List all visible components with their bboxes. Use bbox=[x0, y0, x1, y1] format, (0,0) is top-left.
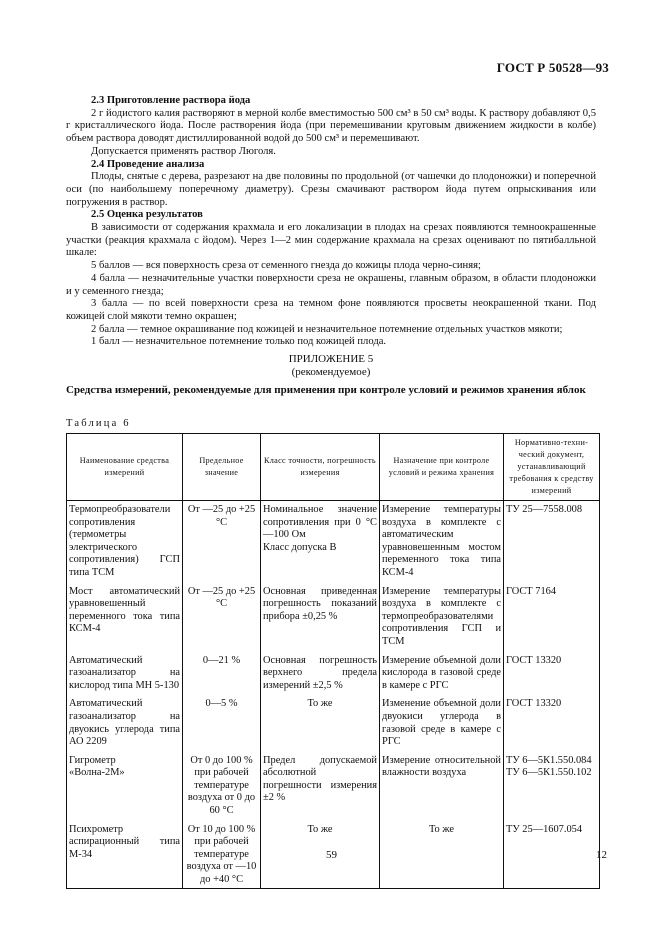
scale-item: 5 баллов — вся поверхность среза от семенного гнезда до кожицы плода черно-синяя; bbox=[91, 260, 481, 272]
paragraph: 2 г йодистого калия растворяют в мерной колбе вместимостью 500 см³ в 50 см³ воды. К раствору добавляют 0,5 г кристаллического йода. После растворения йода (при перемешивании круговым движением жидкости в колбе) объем раствора доводят дистиллированной водой до 500 см³ и перемешивают. bbox=[66, 107, 596, 145]
section-heading: 2.4 Проведение анализа bbox=[91, 158, 205, 170]
section-heading: 2.5 Оценка результатов bbox=[91, 209, 203, 221]
header-cell: Наименование средства измерений bbox=[67, 434, 183, 501]
paragraph: Плоды, снятые с дерева, разрезают на две половины по продольной (от чашечки до плодоножки) и поперечной оси (по наибольшему поперечному диаметру). Срезы смачивают раствором йода путем опрыскивания или погружения в раствор. bbox=[66, 171, 596, 208]
table-row bbox=[67, 655, 600, 699]
scale-item: 2 балла — темное окрашивание под кожицей и незначительное потемнение отдельных участков мякоти; bbox=[91, 323, 563, 335]
table-cell: ГОСТ 13320 bbox=[504, 655, 600, 699]
table-cell: ГОСТ 7164 bbox=[504, 586, 600, 655]
appendix-title-block bbox=[66, 353, 596, 379]
table-cell: Основная погрешность верхнего предела измерений ±2,5 % bbox=[261, 655, 380, 699]
appendix-subtitle: (рекомендуемое) bbox=[291, 366, 371, 378]
table-row bbox=[67, 501, 600, 586]
header-cell: Класс точности, погрешность измерения bbox=[261, 434, 380, 501]
table-cell: Мост автоматический уравновешенный переменного тока типа КСМ-4 bbox=[67, 586, 183, 655]
table-cell: Номинальное значение сопротивления при 0 °С—100 Ом Класс допуска В bbox=[261, 501, 380, 586]
scale-item: 4 балла — незначительные участки поверхности среза не окрашены, главным образом, в области плодоножки и у семенного гнезда; bbox=[66, 272, 596, 297]
table-cell: Автоматический газоанализатор на кислород типа МН 5-130 bbox=[67, 655, 183, 699]
table-cell: От 0 до 100 % при рабочей температуре воздуха от 0 до 60 °С bbox=[183, 755, 261, 824]
table-cell: Измерение температуры воздуха в комплекте с автоматическим уравновешенным мостом переменного тока типа КСМ-4 bbox=[380, 501, 504, 586]
table-row bbox=[67, 755, 600, 824]
table-cell: Изменение объемной доли двуокиси углерода в газовой среде в камере с РГС bbox=[380, 698, 504, 754]
table-cell: ТУ 6—5К1.550.084 ТУ 6—5К1.550.102 bbox=[504, 755, 600, 824]
paragraph: Допускается применять раствор Люголя. bbox=[91, 145, 276, 157]
table-cell: Психрометр аспирационный типа М-34 bbox=[67, 824, 183, 888]
method-sections bbox=[66, 95, 596, 349]
paragraph: В зависимости от содержания крахмала и его локализации в плодах на срезах появляются темноокрашенные участки (реакция крахмала с йодом). Через 1—2 мин содержание крахмала на срезах оценивают по пятибалльной шкале: bbox=[66, 222, 596, 259]
table-cell: От 10 до 100 % при рабочей температуре воздуха от —10 до +40 °С bbox=[183, 824, 261, 888]
table-cell: То же bbox=[261, 824, 380, 888]
table-cell: Гигрометр «Волна-2М» bbox=[67, 755, 183, 824]
table-label: Таблица 6 bbox=[66, 418, 131, 429]
page-number: 59 bbox=[326, 849, 337, 861]
table-cell: ТУ 25—7558.008 bbox=[504, 501, 600, 586]
table-cell: То же bbox=[380, 824, 504, 888]
document-code: ГОСТ Р 50528—93 bbox=[496, 60, 609, 75]
header-cell: Предельное значение bbox=[183, 434, 261, 501]
table-header-row bbox=[67, 434, 600, 501]
table-cell: Термопреобразователи сопротивления (термометры электрического сопротивления) ГСП типа ТСМ bbox=[67, 501, 183, 586]
table-cell: Измерение объемной доли кислорода в газовой среде в камере с РГС bbox=[380, 655, 504, 699]
scale-item: 3 балла — по всей поверхности среза на темном фоне появляются просветы неокрашенной ткани. Под кожицей слой мякоти темно окрашен; bbox=[66, 298, 596, 322]
table-cell: Измерение относительной влажности воздуха bbox=[380, 755, 504, 824]
scale-item: 1 балл — незначительное потемнение только под кожицей плода. bbox=[91, 336, 387, 348]
table-row bbox=[67, 698, 600, 754]
measurement-means-table bbox=[66, 433, 600, 889]
table-cell: От —25 до +25 °С bbox=[183, 586, 261, 655]
table-cell: 0—5 % bbox=[183, 698, 261, 754]
table-cell: Основная приведенная погрешность показаний прибора ±0,25 % bbox=[261, 586, 380, 655]
table-cell: 0—21 % bbox=[183, 655, 261, 699]
sheet-number: 12 bbox=[596, 849, 607, 861]
appendix-title: ПРИЛОЖЕНИЕ 5 bbox=[288, 353, 374, 365]
table-cell: От —25 до +25 °С bbox=[183, 501, 261, 586]
table-row bbox=[67, 586, 600, 655]
section-heading: 2.3 Приготовление раствора йода bbox=[91, 95, 251, 106]
header-cell: Назначение при контроле условий и режима хранения bbox=[380, 434, 504, 501]
table-cell: ТУ 25—1607.054 bbox=[504, 824, 600, 888]
table-cell: ГОСТ 13320 bbox=[504, 698, 600, 754]
table-cell: Измерение температуры воздуха в комплекте с термопреобразователями сопротивления ГСП и ТСМ bbox=[380, 586, 504, 655]
table-cell: То же bbox=[261, 698, 380, 754]
table-cell: Автоматический газоанализатор на двуокись углерода типа АО 2209 bbox=[67, 698, 183, 754]
appendix-heading: Средства измерений, рекомендуемые для применения при контроле условий и режимов хранения яблок bbox=[66, 384, 586, 396]
table-cell: Предел допускаемой абсолютной погрешности измерения ±2 % bbox=[261, 755, 380, 824]
header-cell: Нормативно-техни- ческий документ, устанавливающий требования к средству измерений bbox=[504, 434, 600, 501]
